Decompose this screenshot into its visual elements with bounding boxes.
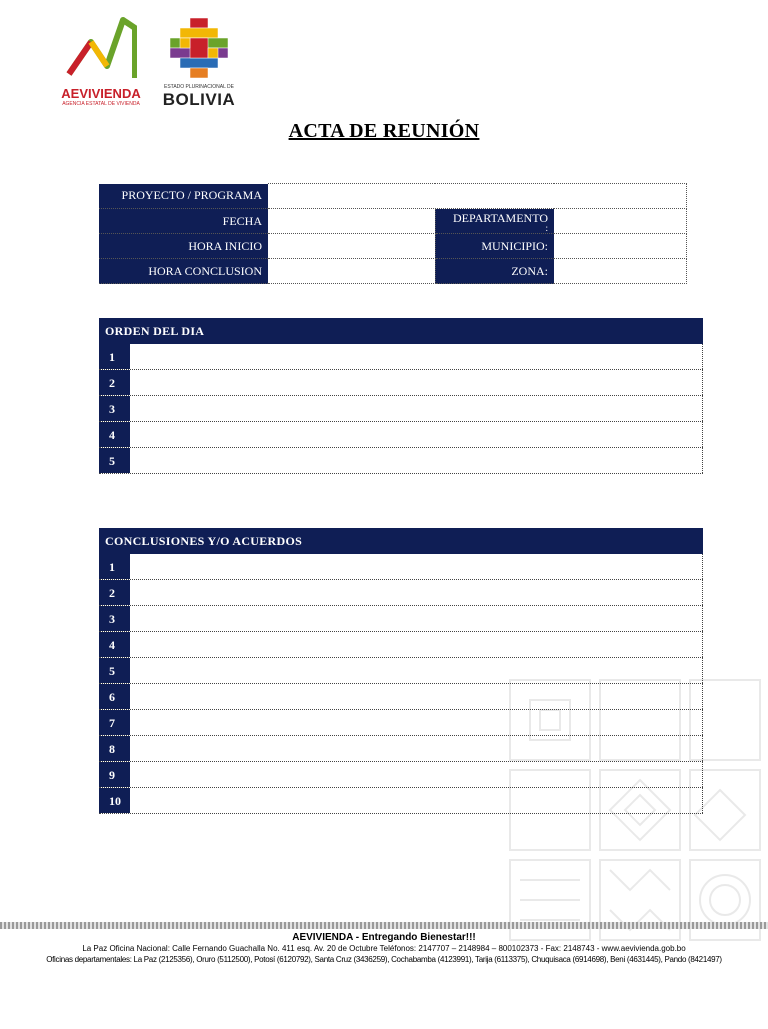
state-label: ESTADO PLURINACIONAL DE	[163, 84, 234, 90]
agency-subtitle: AGENCIA ESTATAL DE VIVIENDA	[62, 101, 140, 107]
hora-conclusion-field[interactable]	[268, 259, 435, 284]
bolivia-logo	[158, 16, 240, 108]
item-entry-field[interactable]	[130, 658, 703, 683]
list-item	[99, 554, 703, 580]
aevivienda-logo	[55, 16, 147, 108]
municipio-label: MUNICIPIO:	[435, 234, 554, 259]
item-entry-field[interactable]	[130, 606, 703, 631]
item-entry-field[interactable]	[130, 736, 703, 761]
item-entry-field[interactable]	[130, 396, 703, 421]
item-entry-field[interactable]	[130, 788, 703, 813]
agency-name: AEVIVIENDA	[61, 86, 141, 101]
list-item	[99, 658, 703, 684]
chakana-icon	[168, 16, 230, 80]
list-item	[99, 736, 703, 762]
item-entry-field[interactable]	[130, 632, 703, 657]
departamento-colon: :	[545, 223, 548, 233]
list-item	[99, 710, 703, 736]
municipio-field[interactable]	[554, 234, 686, 259]
item-entry-field[interactable]	[130, 762, 703, 787]
list-item	[99, 606, 703, 632]
list-item	[99, 632, 703, 658]
fecha-label: FECHA	[99, 209, 268, 234]
row-fecha	[99, 209, 686, 234]
item-number: 3	[99, 606, 130, 631]
meeting-info-table	[99, 183, 687, 284]
item-entry-field[interactable]	[130, 422, 703, 447]
footer-title: AEVIVIENDA - Entregando Bienestar!!!	[292, 932, 476, 943]
item-number: 1	[99, 554, 130, 579]
item-number: 3	[99, 396, 130, 421]
aevivienda-emblem-icon	[65, 16, 137, 82]
fecha-field[interactable]	[268, 209, 435, 234]
list-item	[99, 448, 703, 474]
item-entry-field[interactable]	[130, 710, 703, 735]
row-hora-inicio	[99, 234, 686, 259]
hora-conclusion-label: HORA CONCLUSION	[99, 259, 268, 284]
departamento-label-cell	[435, 209, 554, 234]
zona-field[interactable]	[554, 259, 686, 284]
footer-divider	[0, 922, 768, 929]
proyecto-label: PROYECTO / PROGRAMA	[99, 184, 268, 209]
list-item	[99, 580, 703, 606]
list-item	[99, 684, 703, 710]
item-entry-field[interactable]	[130, 580, 703, 605]
item-entry-field[interactable]	[130, 448, 703, 473]
conclusiones-section	[99, 528, 703, 814]
footer-address: La Paz Oficina Nacional: Calle Fernando Guachalla No. 411 esq. Av. 20 de Octubre Teléfonos: 2147707 – 2148984 – 800102373 - Fax: 2148743 - www.aevivienda.gob.bo	[82, 944, 686, 953]
item-entry-field[interactable]	[130, 554, 703, 579]
hora-inicio-label: HORA INICIO	[99, 234, 268, 259]
orden-del-dia-title: ORDEN DEL DIA	[99, 318, 703, 344]
document-title: ACTA DE REUNIÓN	[288, 120, 480, 142]
departamento-field[interactable]	[554, 209, 686, 234]
item-number: 2	[99, 580, 130, 605]
list-item	[99, 344, 703, 370]
row-proyecto	[99, 184, 686, 209]
list-item	[99, 396, 703, 422]
item-number: 10	[99, 788, 130, 813]
item-number: 8	[99, 736, 130, 761]
conclusiones-title: CONCLUSIONES Y/O ACUERDOS	[99, 528, 703, 554]
list-item	[99, 370, 703, 396]
item-entry-field[interactable]	[130, 344, 703, 369]
hora-inicio-field[interactable]	[268, 234, 435, 259]
list-item	[99, 788, 703, 814]
proyecto-field[interactable]	[268, 184, 686, 209]
item-number: 4	[99, 632, 130, 657]
item-number: 7	[99, 710, 130, 735]
item-number: 9	[99, 762, 130, 787]
item-entry-field[interactable]	[130, 684, 703, 709]
orden-del-dia-section	[99, 318, 703, 474]
item-number: 5	[99, 448, 130, 473]
list-item	[99, 422, 703, 448]
item-number: 5	[99, 658, 130, 683]
row-hora-conclusion	[99, 259, 686, 284]
country-name: BOLIVIA	[162, 90, 236, 109]
item-number: 2	[99, 370, 130, 395]
footer-offices: Oficinas departamentales: La Paz (2125356), Oruro (5112500), Potosí (6120792), Santa Cruz (3436259), Cochabamba (4123991), Tarija (6113375), Chuquisaca (6914698), Beni (4631445), Pando (8421497)	[46, 955, 722, 964]
list-item	[99, 762, 703, 788]
item-number: 6	[99, 684, 130, 709]
item-number: 4	[99, 422, 130, 447]
zona-label: ZONA:	[435, 259, 554, 284]
item-entry-field[interactable]	[130, 370, 703, 395]
item-number: 1	[99, 344, 130, 369]
departamento-label: DEPARTAMENTO	[453, 211, 548, 225]
